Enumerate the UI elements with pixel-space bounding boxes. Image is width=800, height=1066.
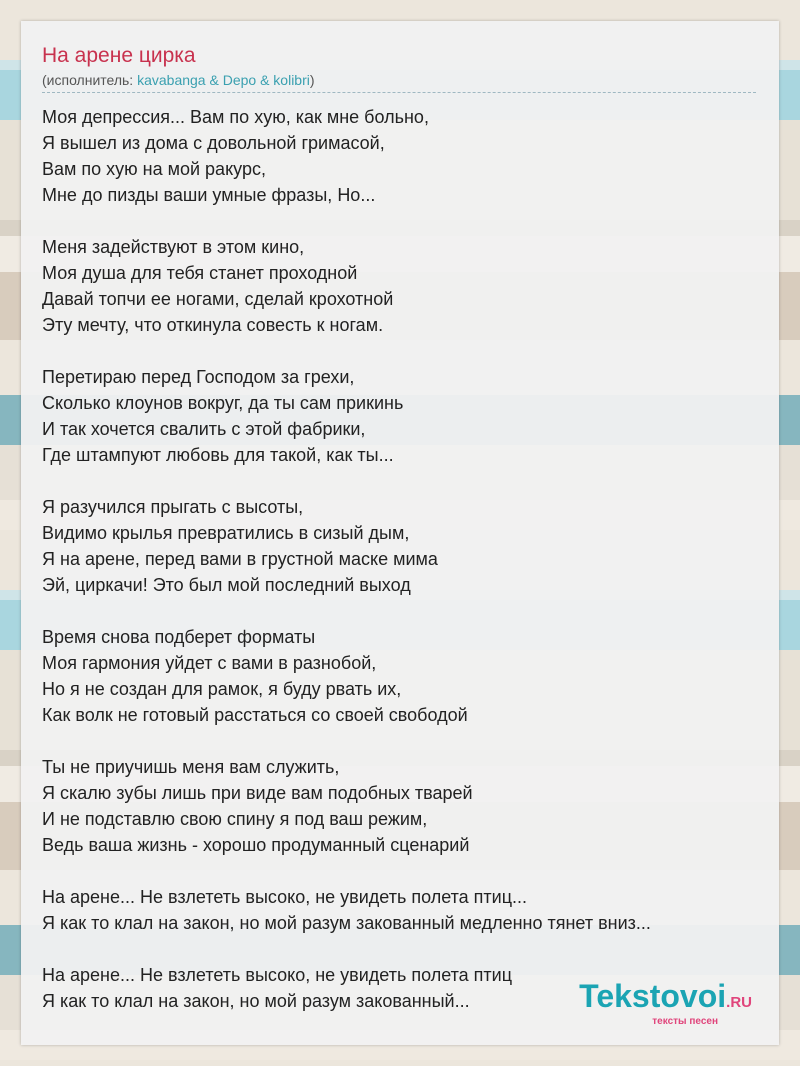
site-logo[interactable] (579, 979, 752, 1027)
lyrics-line: Моя гармония уйдет с вами в разнобой, (42, 653, 377, 673)
lyrics-stanza (42, 104, 762, 208)
artist-suffix: ) (309, 72, 315, 88)
logo-tagline: тексты песен (652, 1016, 718, 1027)
lyrics-stanza (42, 884, 762, 936)
divider (42, 92, 756, 93)
lyrics-stanza (42, 754, 762, 858)
lyrics-line: Где штампуют любовь для такой, как ты... (42, 445, 394, 465)
lyrics-stanza (42, 624, 762, 728)
lyrics-line: И так хочется свалить с этой фабрики, (42, 419, 366, 439)
lyrics-line: Эй, циркачи! Это был мой последний выход (42, 575, 411, 595)
lyrics-line: Моя депрессия... Вам по хую, как мне больно, (42, 107, 429, 127)
lyrics-line: На арене... Не взлететь высоко, не увидеть полета птиц... (42, 887, 528, 907)
lyrics-line: Я скалю зубы лишь при виде вам подобных тварей (42, 783, 473, 803)
lyrics-line: Время снова подберет форматы (42, 627, 316, 647)
lyrics-line: И не подставлю свою спину я под ваш режим, (42, 809, 428, 829)
lyrics-line: Я вышел из дома с довольной гримасой, (42, 133, 385, 153)
logo-name: Tekstovoi (579, 978, 727, 1014)
lyrics-line: Мне до пизды ваши умные фразы, Но... (42, 185, 376, 205)
lyrics-stanza (42, 234, 762, 338)
lyrics-card (21, 21, 779, 1045)
lyrics-line: Меня задействуют в этом кино, (42, 237, 305, 257)
lyrics-line: Давай топчи ее ногами, сделай крохотной (42, 289, 394, 309)
lyrics-line: Я как то клал на закон, но мой разум закованный... (42, 991, 470, 1011)
lyrics-line: Я на арене, перед вами в грустной маске мима (42, 549, 438, 569)
lyrics-stanza (42, 494, 762, 598)
lyrics-line: Как волк не готовый расстаться со своей свободой (42, 705, 468, 725)
lyrics-line: Перетираю перед Господом за грехи, (42, 367, 355, 387)
artist-line (42, 71, 315, 89)
lyrics-line: Моя душа для тебя станет проходной (42, 263, 358, 283)
logo-wordmark (579, 979, 752, 1020)
lyrics-line: Эту мечту, что откинула совесть к ногам. (42, 315, 384, 335)
lyrics-body (42, 104, 762, 1040)
lyrics-line: Но я не создан для рамок, я буду рвать их, (42, 679, 402, 699)
artist-link[interactable]: kavabanga & Depo & kolibri (137, 72, 310, 88)
lyrics-line: На арене... Не взлететь высоко, не увидеть полета птиц (42, 965, 513, 985)
lyrics-line: Ведь ваша жизнь - хорошо продуманный сценарий (42, 835, 470, 855)
artist-prefix: (исполнитель: (42, 72, 138, 88)
lyrics-line: Ты не приучишь меня вам служить, (42, 757, 340, 777)
logo-domain: .RU (726, 994, 752, 1011)
lyrics-line: Сколько клоунов вокруг, да ты сам прикинь (42, 393, 404, 413)
lyrics-stanza (42, 364, 762, 468)
song-title: На арене цирка (42, 44, 196, 67)
lyrics-line: Я разучился прыгать с высоты, (42, 497, 304, 517)
lyrics-line: Видимо крылья превратились в сизый дым, (42, 523, 410, 543)
lyrics-line: Я как то клал на закон, но мой разум закованный медленно тянет вниз... (42, 913, 651, 933)
lyrics-line: Вам по хую на мой ракурс, (42, 159, 266, 179)
